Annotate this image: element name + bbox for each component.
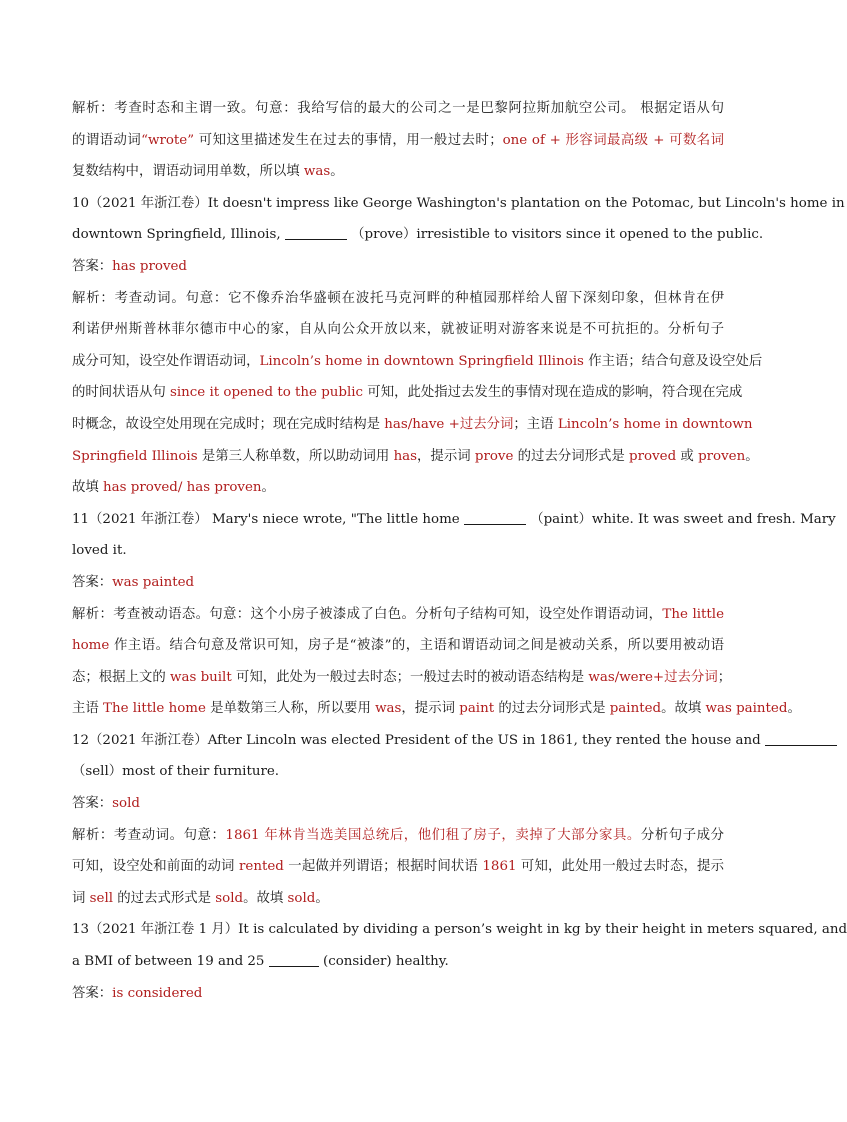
question-11-text: loved it.	[72, 543, 127, 559]
analysis-line: 复数结构中，谓语动词用单数，所以填 was。	[72, 164, 344, 180]
analysis-line: Springfield Illinois 是第三人称单数，所以助动词用 has，提示词 prove 的过去分词形式是 proved 或 proven。	[72, 448, 759, 464]
question-13-answer: 答案：is considered	[72, 985, 203, 1001]
analysis-line: 词 sell 的过去式形式是 sold。故填 sold。	[72, 890, 329, 906]
answer-blank	[464, 510, 526, 525]
analysis-line: 成分可知，设空处作谓语动词，Lincoln’s home in downtown Springfield Illinois 作主语；结合句意及设空处后	[72, 353, 763, 369]
question-12-text: （sell）most of their furniture.	[72, 764, 280, 780]
analysis-line: 解析：考查动词。句意：它不像乔治华盛顿在波托马克河畔的种植园那样给人留下深刻印象，但林肯在伊	[72, 290, 724, 306]
answer-blank	[269, 952, 319, 967]
question-12-answer: 答案：sold	[72, 796, 140, 812]
analysis-line: 的谓语动词“wrote” 可知这里描述发生在过去的事情，用一般过去时；one of + 形容词最高级 + 可数名词	[72, 132, 724, 148]
question-13-text: a BMI of between 19 and 25 (consider) healthy.	[72, 954, 449, 970]
answer-blank	[285, 225, 347, 240]
answer-blank	[765, 731, 837, 746]
analysis-line: home 作主语。结合句意及常识可知，房子是“被漆”的，主语和谓语动词之间是被动关系，所以要用被动语	[72, 638, 724, 654]
question-10-text: downtown Springfield, Illinois, （prove）irresistible to visitors since it opened to the public.	[72, 227, 764, 243]
question-10-answer: 答案：has proved	[72, 258, 188, 274]
analysis-line: 解析：考查时态和主谓一致。句意：我给写信的最大的公司之一是巴黎阿拉斯加航空公司。 根据定语从句	[72, 101, 724, 116]
analysis-line: 时概念，故设空处用现在完成时；现在完成时结构是 has/have +过去分词；主语 Lincoln’s home in downtown	[72, 416, 753, 432]
analysis-line: 解析：考查被动语态。句意：这个小房子被漆成了白色。分析句子结构可知，设空处作谓语动词，The little	[72, 606, 725, 622]
question-10-text: 10（2021 年浙江卷）It doesn't impress like George Washington's plantation on the Potomac, but Lincoln's home in	[72, 195, 845, 211]
question-13-text: 13（2021 年浙江卷 1 月）It is calculated by dividing a person’s weight in kg by their height in meters squared, and	[72, 922, 847, 938]
analysis-line: 故填 has proved/ has proven。	[72, 480, 275, 496]
document-page	[72, 93, 847, 1009]
question-12-text: 12（2021 年浙江卷）After Lincoln was elected President of the US in 1861, they rented the house and	[72, 725, 724, 757]
analysis-line: 可知，设空处和前面的动词 rented 一起做并列谓语；根据时间状语 1861 可知，此处用一般过去时态，提示	[72, 859, 724, 875]
question-11-text: 11（2021 年浙江卷） Mary's niece wrote, "The little home （paint）white. It was sweet and fresh. Mary	[72, 511, 836, 527]
question-11-answer: 答案：was painted	[72, 574, 195, 590]
analysis-line: 的时间状语从句 since it opened to the public 可知，此处指过去发生的事情对现在造成的影响，符合现在完成	[72, 385, 743, 401]
analysis-line: 利诺伊州斯普林菲尔德市中心的家，自从向公众开放以来，就被证明对游客来说是不可抗拒的。分析句子	[72, 322, 724, 338]
analysis-line: 解析：考查动词。句意：1861 年林肯当选美国总统后，他们租了房子，卖掉了大部分家具。分析句子成分	[72, 827, 724, 843]
analysis-line: 主语 The little home 是单数第三人称，所以要用 was，提示词 paint 的过去分词形式是 painted。故填 was painted。	[72, 701, 801, 717]
analysis-line: 态；根据上文的 was built 可知，此处为一般过去时态；一般过去时的被动语态结构是 was/were+过去分词；	[72, 669, 732, 685]
